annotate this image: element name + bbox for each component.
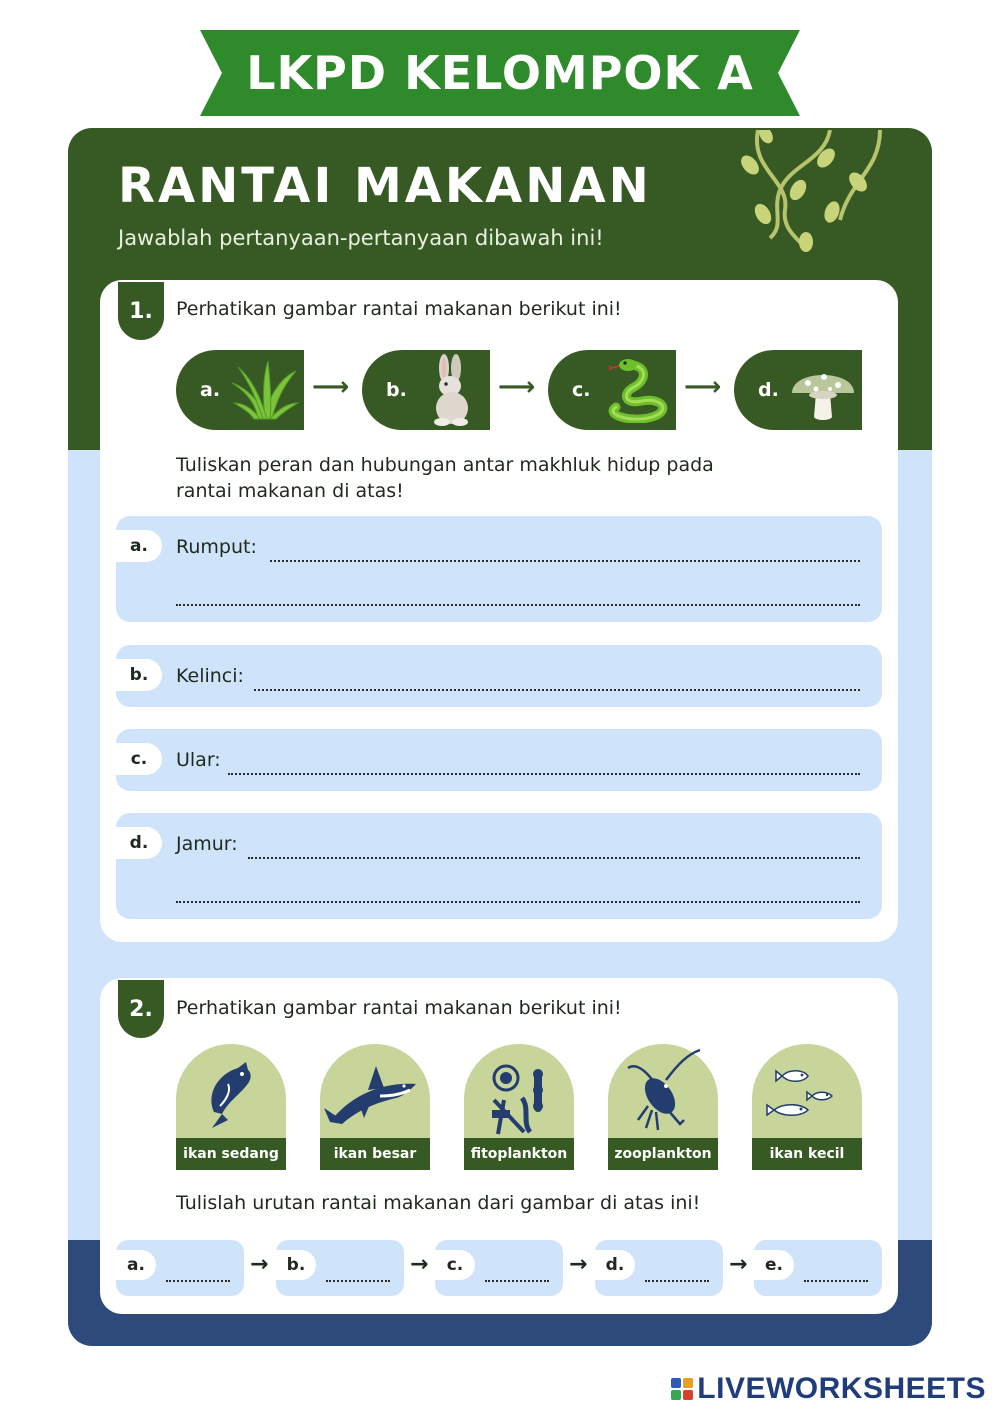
question-2-prompt: Perhatikan gambar rantai makanan berikut ini! bbox=[176, 997, 622, 1019]
small-fish-icon bbox=[752, 1044, 862, 1144]
answer-row-label: Kelinci: bbox=[176, 665, 244, 687]
order-input-line[interactable] bbox=[804, 1280, 868, 1282]
chain-item-b bbox=[362, 350, 490, 430]
order-box-c bbox=[435, 1240, 563, 1296]
order-arrow-2: → bbox=[410, 1252, 429, 1277]
organism-card-ikan-sedang bbox=[176, 1044, 286, 1168]
question-1-prompt: Perhatikan gambar rantai makanan berikut ini! bbox=[176, 298, 622, 320]
answer-row-letter: b. bbox=[116, 659, 162, 691]
snake-icon bbox=[602, 357, 672, 423]
question-1-number: 1. bbox=[118, 282, 164, 340]
rabbit-icon bbox=[416, 354, 486, 426]
vines-icon bbox=[730, 130, 890, 259]
answer-row-a bbox=[116, 516, 882, 622]
order-box-a bbox=[116, 1240, 244, 1296]
answer-row-label: Rumput: bbox=[176, 536, 257, 558]
chain-arrow-2: ⟶ bbox=[498, 372, 536, 402]
order-input-line[interactable] bbox=[645, 1280, 709, 1282]
organism-card-fitoplankton bbox=[464, 1044, 574, 1168]
order-box-letter: e. bbox=[754, 1250, 794, 1280]
phytoplankton-icon bbox=[464, 1044, 574, 1144]
chain-item-a bbox=[176, 350, 304, 430]
chain-item-letter: b. bbox=[386, 379, 407, 401]
brand-name: LIVEWORKSHEETS bbox=[697, 1372, 986, 1405]
order-arrow-1: → bbox=[250, 1252, 269, 1277]
question-1-instruction-line2: rantai makanan di atas! bbox=[176, 480, 404, 502]
organism-label: zooplankton bbox=[608, 1138, 718, 1170]
chain-item-letter: a. bbox=[200, 379, 221, 401]
order-input-line[interactable] bbox=[326, 1280, 390, 1282]
organism-label: ikan sedang bbox=[176, 1138, 286, 1170]
answer-row-letter: c. bbox=[116, 743, 162, 775]
chain-arrow-3: ⟶ bbox=[684, 372, 722, 402]
order-input-line[interactable] bbox=[485, 1280, 549, 1282]
order-box-letter: d. bbox=[595, 1250, 635, 1280]
order-box-letter: b. bbox=[276, 1250, 316, 1280]
question-2-instruction: Tulislah urutan rantai makanan dari gambar di atas ini! bbox=[176, 1192, 701, 1214]
answer-input-line[interactable] bbox=[248, 857, 860, 859]
organism-label: ikan kecil bbox=[752, 1138, 862, 1170]
question-2-number: 2. bbox=[118, 980, 164, 1038]
liveworksheets-logo-icon bbox=[671, 1378, 693, 1400]
order-arrow-3: → bbox=[569, 1252, 588, 1277]
order-box-e bbox=[754, 1240, 882, 1296]
answer-row-letter: d. bbox=[116, 827, 162, 859]
order-box-d bbox=[595, 1240, 723, 1296]
organism-label: ikan besar bbox=[320, 1138, 430, 1170]
chain-item-d bbox=[734, 350, 862, 430]
shark-icon bbox=[320, 1044, 430, 1144]
chain-arrow-1: ⟶ bbox=[312, 372, 350, 402]
answer-row-d bbox=[116, 813, 882, 919]
banner-title: LKPD KELOMPOK A bbox=[246, 46, 754, 100]
organism-label: fitoplankton bbox=[464, 1138, 574, 1170]
answer-input-line[interactable] bbox=[254, 689, 860, 691]
chain-item-c bbox=[548, 350, 676, 430]
organism-card-ikan-besar bbox=[320, 1044, 430, 1168]
organism-card-ikan-kecil bbox=[752, 1044, 862, 1168]
zooplankton-icon bbox=[608, 1044, 718, 1144]
question-1-instruction-line1: Tuliskan peran dan hubungan antar makhluk hidup pada bbox=[176, 454, 714, 476]
order-input-line[interactable] bbox=[166, 1280, 230, 1282]
chain-item-letter: c. bbox=[572, 379, 591, 401]
order-box-b bbox=[276, 1240, 404, 1296]
title-banner bbox=[200, 30, 800, 116]
answer-row-letter: a. bbox=[116, 530, 162, 562]
order-arrow-4: → bbox=[729, 1252, 748, 1277]
chain-item-letter: d. bbox=[758, 379, 779, 401]
answer-row-label: Jamur: bbox=[176, 833, 238, 855]
organism-card-zooplankton bbox=[608, 1044, 718, 1168]
grass-icon bbox=[230, 357, 300, 423]
liveworksheets-brand[interactable] bbox=[671, 1372, 986, 1406]
page-subtitle: Jawablah pertanyaan-pertanyaan dibawah ini! bbox=[118, 226, 604, 250]
answer-input-line[interactable] bbox=[228, 773, 860, 775]
order-box-letter: c. bbox=[435, 1250, 475, 1280]
order-box-letter: a. bbox=[116, 1250, 156, 1280]
answer-input-line[interactable] bbox=[176, 901, 860, 903]
answer-input-line[interactable] bbox=[176, 604, 860, 606]
answer-row-c bbox=[116, 729, 882, 791]
mushroom-icon bbox=[788, 355, 858, 425]
answer-row-label: Ular: bbox=[176, 749, 221, 771]
tuna-icon bbox=[176, 1044, 286, 1144]
page-title: RANTAI MAKANAN bbox=[118, 158, 652, 214]
answer-row-b bbox=[116, 645, 882, 707]
answer-input-line[interactable] bbox=[270, 560, 860, 562]
